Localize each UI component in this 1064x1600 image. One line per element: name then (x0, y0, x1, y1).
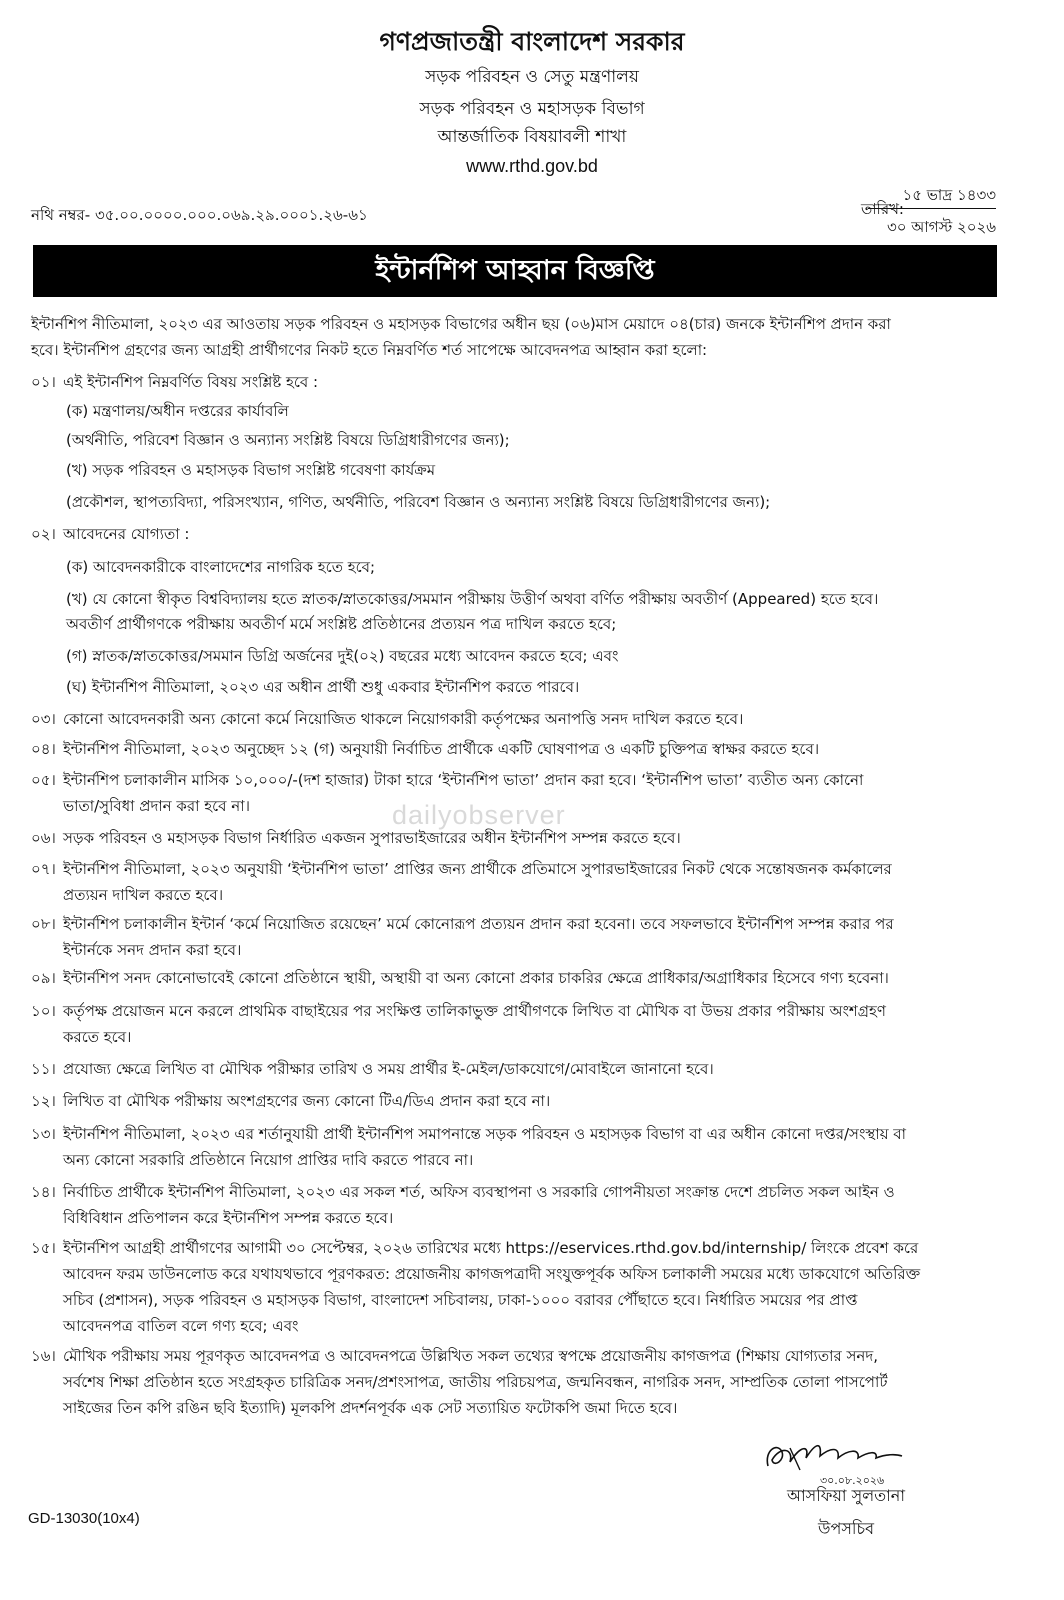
clause-line: ইন্টার্নকে সনদ প্রদান করা হবে। (63, 941, 242, 959)
clause-line: সড়ক পরিবহন ও মহাসড়ক বিভাগ নির্ধারিত একজন সুপারভাইজারের অধীন ইন্টার্নশিপ সম্পন্ন করতে হবে। (63, 829, 681, 847)
clause-line: ইন্টার্নশিপ সনদ কোনোভাবেই কোনো প্রতিষ্ঠানে স্থায়ী, অস্থায়ী বা অন্য কোনো প্রকার চাকরির ক্ষেত্রে প্রাধিকার/অগ্রাধিকার হিসেবে গণ্য হবেনা। (63, 969, 889, 987)
clause-line: সচিব (প্রশাসন), সড়ক পরিবহন ও মহাসড়ক বিভাগ, বাংলাদেশ সচিবালয়, ঢাকা-১০০০ বরাবর পৌঁছাতে হবে। নির্ধারিত সময়ের পর প্রাপ্ত (63, 1291, 858, 1309)
clause-line: নির্বাচিত প্রার্থীকে ইন্টার্নশিপ নীতিমালা, ২০২৩ এর সকল শর্ত, অফিস ব্যবস্থাপনা ও সরকারি গোপনীয়তা সংক্রান্ত দেশে প্রচলিত সকল আইন ও (63, 1183, 895, 1201)
clause-number: ০৭। (31, 860, 56, 878)
clause-line: করতে হবে। (63, 1028, 132, 1046)
clause-line: কোনো আবেদনকারী অন্য কোনো কর্মে নিয়োজিত থাকলে নিয়োগকারী কর্তৃপক্ষের অনাপত্তি সনদ দাখিল করতে হবে। (63, 710, 744, 728)
clause-number: ১৬। (31, 1347, 56, 1365)
sub-clause-line: (ক) মন্ত্রণালয়/অধীন দপ্তরের কার্যাবলি (66, 402, 289, 420)
clause-line: ইন্টার্নশিপ আগ্রহী প্রার্থীগণের আগামী ৩০ সেপ্টেম্বর, ২০২৬ তারিখের মধ্যে https://eservices.rthd.gov.bd/internship/ লিংকে প্রবেশ করে (63, 1239, 919, 1257)
clause-line: সাইজের তিন কপি রঙিন ছবি ইত্যাদি) মূলকপি প্রদর্শনপূর্বক এক সেট সত্যায়িত ফটোকপি জমা দিতে হবে। (63, 1399, 678, 1417)
clause-line: মৌখিক পরীক্ষায় সময় পূরণকৃত আবেদনপত্র ও আবেদনপত্রে উল্লিখিত সকল তথ্যের স্বপক্ষে প্রয়োজনীয় কাগজপত্র (শিক্ষায় যোগ্যতার সনদ, (63, 1347, 879, 1365)
clause-line: ইন্টার্নশিপ নীতিমালা, ২০২৩ এর শর্তানুযায়ী প্রার্থী ইন্টার্নশিপ সমাপনান্তে সড়ক পরিবহন ও মহাসড়ক বিভাগ বা এর অধীন কোনো দপ্তর/সংস্থায় বা (63, 1125, 906, 1143)
clause-number: ১০। (31, 1002, 56, 1020)
notice-title-banner: ইন্টার্নশিপ আহ্বান বিজ্ঞপ্তি (33, 245, 997, 297)
clause-line: ইন্টার্নশিপ নীতিমালা, ২০২৩ অনুচ্ছেদ ১২ (গ) অনুযায়ী নির্বাচিত প্রার্থীকে একটি ঘোষণাপত্র ও একটি চুক্তিপত্র স্বাক্ষর করতে হবে। (63, 740, 820, 758)
clause-number: ১১। (31, 1060, 56, 1078)
sub-clause-line: (ঘ) ইন্টার্নশিপ নীতিমালা, ২০২৩ এর অধীন প্রার্থী শুধু একবার ইন্টার্নশিপ করতে পারবে। (66, 678, 580, 696)
clause-number: ১৩। (31, 1125, 56, 1143)
clause-line: ইন্টার্নশিপ নীতিমালা, ২০২৩ অনুযায়ী ‘ইন্টার্নশিপ ভাতা’ প্রাপ্তির জন্য প্রার্থীকে প্রতিমাসে সুপারভাইজারের নিকট থেকে সন্তোষজনক কর্মকালের (63, 860, 892, 878)
memo-number: নথি নম্বর- ৩৫.০০.০০০০.০০০.০৬৯.২৯.০০০১.২৬-৬১ (31, 206, 368, 224)
clause-line: বিধিবিধান প্রতিপালন করে ইন্টার্নশিপ সম্পন্ন করতে হবে। (63, 1209, 394, 1227)
clause-line: ইন্টার্নশিপ চলাকালীন ইন্টার্ন ‘কর্মে নিয়োজিত রয়েছেন’ মর্মে কোনোরূপ প্রত্যয়ন প্রদান করা হবেনা। তবে সফলভাবে ইন্টার্নশিপ সম্পন্ন করার পর (63, 915, 894, 933)
clause-number: ০৪। (31, 740, 56, 758)
clause-line: আবেদনপত্র বাতিল বলে গণ্য হবে; এবং (63, 1317, 299, 1335)
clause-number: ০৩। (31, 710, 56, 728)
clause-number: ০৮। (31, 915, 56, 933)
clause-line: আবেদন ফরম ডাউনলোড করে যথাযথভাবে পূরণকরত: প্রয়োজনীয় কাগজপত্রাদী সংযুক্তপূর্বক অফিস চলাকালী সময়ের মধ্যে ডাকযোগে অতিরিক্ত (63, 1265, 921, 1283)
clause-line: প্রযোজ্য ক্ষেত্রে লিখিত বা মৌখিক পরীক্ষার তারিখ ও সময় প্রার্থীর ই-মেইল/ডাকযোগে/মোবাইলে জানানো হবে। (63, 1060, 714, 1078)
date-label: তারিখ: (860, 200, 904, 218)
sub-clause-line: (ক) আবেদনকারীকে বাংলাদেশের নাগরিক হতে হবে; (66, 558, 376, 576)
signature-date: ৩০.০৮.২০২৬ (820, 1474, 885, 1487)
clause-number: ০১। (31, 373, 56, 391)
clause-line: ভাতা/সুবিধা প্রদান করা হবে না। (63, 797, 250, 815)
clause-line: অন্য কোনো সরকারি প্রতিষ্ঠানে নিয়োগ প্রাপ্তির দাবি করতে পারবে না। (63, 1151, 474, 1169)
signatory-designation: উপসচিব (818, 1519, 875, 1538)
header-branch: আন্তর্জাতিক বিষয়াবলী শাখা (437, 127, 627, 147)
sub-clause-line: (গ) স্নাতক/স্নাতকোত্তর/সমমান ডিগ্রি অর্জনের দুই(০২) বছরের মধ্যে আবেদন করতে হবে; এবং (66, 647, 619, 665)
header-website: www.rthd.gov.bd (466, 156, 598, 176)
date-gregorian: ৩০ আগস্ট ২০২৬ (887, 218, 996, 236)
clause-number: ০৬। (31, 829, 56, 847)
clause-line: ইন্টার্নশিপ চলাকালীন মাসিক ১০,০০০/-(দশ হাজার) টাকা হারে ‘ইন্টার্নশিপ ভাতা’ প্রদান করা হবে। ‘ইন্টার্নশিপ ভাতা’ ব্যতীত অন্য কোনো (63, 771, 864, 789)
clause-line: সর্বশেষ শিক্ষা প্রতিষ্ঠান হতে সংগ্রহকৃত চারিত্রিক সনদ/প্রশংসাপত্র, জাতীয় পরিচয়পত্র, জন্মনিবন্ধন, নাগরিক সনদ, সাম্প্রতিক তোলা পাসপোর্ট (63, 1373, 888, 1391)
sub-clause-line: (প্রকৌশল, স্থাপত্যবিদ্যা, পরিসংখ্যান, গণিত, অর্থনীতি, পরিবেশ বিজ্ঞান ও অন্যান্য সংশ্লিষ্ট বিষয়ে ডিগ্রিধারীগণের জন্য); (66, 493, 771, 511)
intro-line: হবে। ইন্টার্নশিপ গ্রহণের জন্য আগ্রহী প্রার্থীগণের নিকট হতে নিম্নবর্ণিত শর্ত সাপেক্ষে আবেদনপত্র আহ্বান করা হলো: (31, 341, 708, 359)
clause-number: ০২। (31, 525, 56, 543)
clause-line: প্রত্যয়ন দাখিল করতে হবে। (63, 886, 224, 904)
watermark: dailyobserver (392, 800, 566, 830)
date-bangla: ১৫ ভাদ্র ১৪৩৩ (902, 186, 996, 204)
sub-clause-line: (অর্থনীতি, পরিবেশ বিজ্ঞান ও অন্যান্য সংশ্লিষ্ট বিষয়ে ডিগ্রিধারীগণের জন্য); (66, 431, 510, 449)
signatory-name: আসফিয়া সুলতানা (787, 1486, 905, 1505)
intro-line: ইন্টার্নশিপ নীতিমালা, ২০২৩ এর আওতায় সড়ক পরিবহন ও মহাসড়ক বিভাগের অধীন ছয় (০৬)মাস মেয়াদে ০৪(চার) জনকে ইন্টার্নশিপ প্রদান করা (31, 315, 891, 333)
header-division: সড়ক পরিবহন ও মহাসড়ক বিভাগ (419, 99, 645, 119)
clause-number: ০৯। (31, 969, 56, 987)
clause-number: ১২। (31, 1092, 56, 1110)
clause-line: লিখিত বা মৌখিক পরীক্ষায় অংশগ্রহণের জন্য কোনো টিএ/ডিএ প্রদান করা হবে না। (63, 1092, 551, 1110)
sub-clause-line: (খ) যে কোনো স্বীকৃত বিশ্ববিদ্যালয় হতে স্নাতক/স্নাতকোত্তর/সমমান পরীক্ষায় উত্তীর্ণ অথবা বর্ণিত পরীক্ষায় অবতীর্ণ (Appeared) হতে হবে। (66, 590, 879, 608)
clause-number: ১৫। (31, 1239, 56, 1257)
header-ministry: সড়ক পরিবহন ও সেতু মন্ত্রণালয় (425, 67, 639, 87)
header-government: গণপ্রজাতন্ত্রী বাংলাদেশ সরকার (379, 27, 685, 56)
clause-number: ০৫। (31, 771, 56, 789)
signature-scrawl (760, 1428, 910, 1488)
clause-line: আবেদনের যোগ্যতা : (63, 525, 190, 543)
sub-clause-line: অবতীর্ণ প্রার্থীগণকে পরীক্ষায় অবতীর্ণ মর্মে সংশ্লিষ্ট প্রতিষ্ঠানের প্রত্যয়ন পত্র দাখিল করতে হবে; (66, 615, 617, 633)
clause-number: ১৪। (31, 1183, 56, 1201)
footer-code: GD-13030(10x4) (28, 1510, 140, 1527)
clause-line: এই ইন্টার্নশিপ নিম্নবর্ণিত বিষয় সংশ্লিষ্ট হবে : (63, 373, 319, 391)
clause-line: কর্তৃপক্ষ প্রয়োজন মনে করলে প্রাথমিক বাছাইয়ের পর সংক্ষিপ্ত তালিকাভুক্ত প্রার্থীগণকে লিখিত বা মৌখিক বা উভয় প্রকার পরীক্ষায় অংশগ্রহণ (63, 1002, 886, 1020)
sub-clause-line: (খ) সড়ক পরিবহন ও মহাসড়ক বিভাগ সংশ্লিষ্ট গবেষণা কার্যক্রম (66, 461, 436, 479)
